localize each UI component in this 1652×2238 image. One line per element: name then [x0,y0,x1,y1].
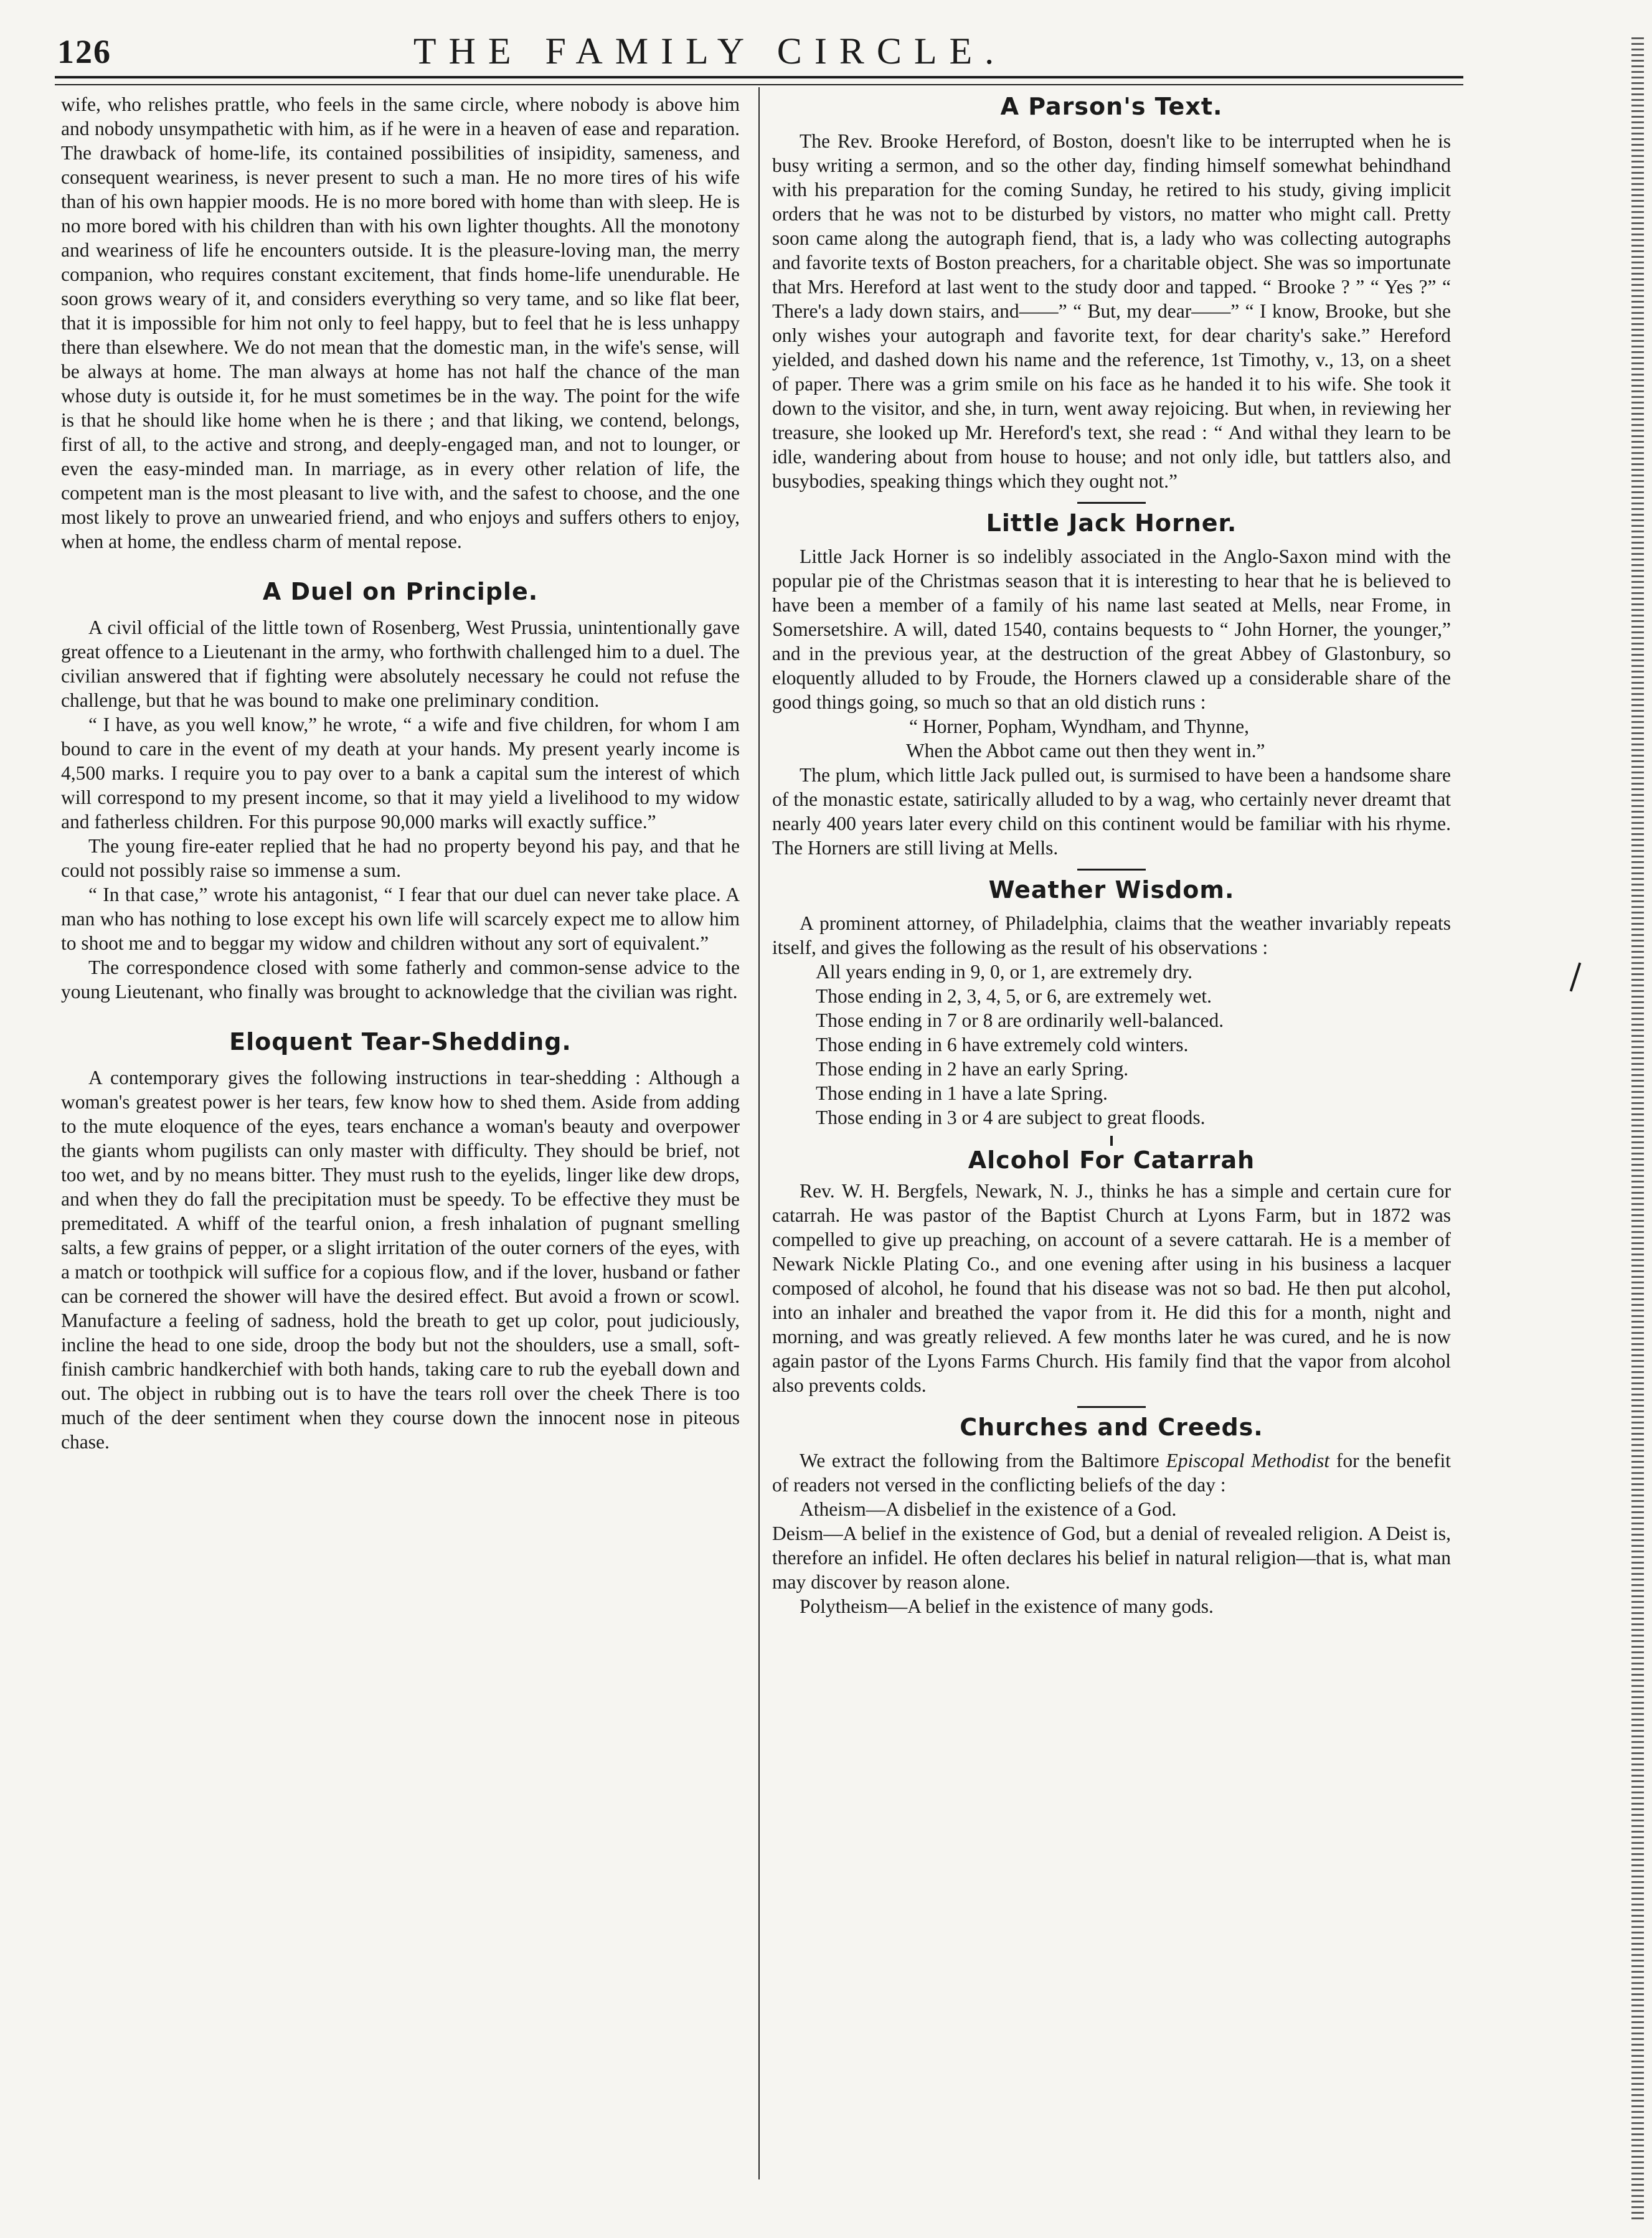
horner-paragraph: Little Jack Horner is so indelibly associated in the Anglo-Saxon mind with the popular pie of the Christmas season that it is interesting to hear that he is believed to have been a member of a family of his name last seated at Mells, near Frome, in Somersetshire. A will, dated 1540, contains bequests to “ John Horner, the younger,” and in the previous year, at the destruction of the great Abbey of Glastonbury, so eloquently alluded to by Froude, the Horners clawed up a considerable share of the good things going, so much so that an old distich runs : [772,545,1451,713]
duel-paragraph: The young fire-eater replied that he had no property beyond his pay, and that he could not possibly raise so immense a sum. [61,835,740,881]
section-rule [1110,1136,1113,1146]
page-binding-edge [1631,37,1644,2223]
parson-paragraph: The Rev. Brooke Hereford, of Boston, doesn't like to be interrupted when he is busy writing a sermon, and so the other day, finding himself somewhat behindhand with his preparation for the coming Sunday, he retired to his study, giving implicit orders that he was not to be disturbed by vistors, no matter who might call. Pretty soon came along the autograph fiend, that is, a lady who was collecting autographs and favorite texts of Boston preachers, for a charitable object. She was so importunate that Mrs. Hereford at last went to the study door and tapped. “ Brooke ? ” “ Yes ?” “ There's a lady down stairs, and——” “ But, my dear——” “ I know, Brooke, but she only wishes your autograph and favorite text, for dear charity's sake.” Hereford yielded, and dashed down his name and the reference, 1st Timothy, v., 13, on a sheet of paper. There was a grim smile on his face as he handed it to his wife. She took it down to the visitor, and she, in turn, went away rejoicing. But when, in reviewing her treasure, she looked up Mr. Hereford's text, she read : “ And withal they learn to be idle, wandering about from house to house; and not only idle, but tattlers also, and busybodies, speaking things which they ought not.” [772,130,1451,492]
tears-paragraph: A contemporary gives the following instructions in tear-shedding : Although a woman's greatest power is her tears, few know how to shed them. Aside from adding to the mute eloquence of the eyes, tears enchance a woman's beauty and overpower the giants whom pugilists can only master with difficulty. They should be brief, not too wet, and by no means bitter. They must rush to the eyelids, linger like dew drops, and when they do fall the precipitation must be speedy. To be effective they must be premeditated. A whiff of the tearful onion, a fresh inhalation of pugnant smelling salts, a few grains of pepper, or a slight irritation of the outer corners of the eyes, with a match or toothpick will suffice for a copious flow, and if the lover, husband or father can be cornered the shower will have the desired effect. But avoid a frown or scowl. Manufacture a feeling of sadness, hold the breath to get up color, pout judiciously, incline the head to one side, droop the body but not the shoulders, use a small, soft-finish cambric handkerchief with both hands, taking care to rub the eyeball down and out. The object in rubbing out is to have the tears roll over the cheek There is too much of the deer sentiment when they course down the innocent nose in piteous chase. [61,1067,740,1453]
horner-verse-line: “ Horner, Popham, Wyndham, and Thynne, [909,715,1249,737]
duel-paragraph: The correspondence closed with some fatherly and common-sense advice to the young Lieutenant, who finally was brought to acknowledge that the civilian was right. [61,956,740,1003]
parson-heading: A Parson's Text. [1000,93,1223,120]
running-head: THE FAMILY CIRCLE. [413,31,1007,72]
horner-paragraph: The plum, which little Jack pulled out, is surmised to have been a handsome share of the monastic estate, satirically alluded to by a wag, who certainly never dreamt that nearly 400 years later every child on this continent would be familiar with his rhyme. The Horners are still living at Mells. [772,764,1451,859]
weather-line: Those ending in 7 or 8 are ordinarily well-balanced. [816,1009,1224,1031]
churches-intro-text: We extract the following from the Baltimore [800,1450,1166,1471]
weather-intro: A prominent attorney, of Philadelphia, claims that the weather invariably repeats itself, and gives the following as the result of his observations : [772,912,1451,958]
weather-line: Those ending in 2, 3, 4, 5, or 6, are extremely wet. [816,985,1212,1007]
churches-intro-text: for the benefit of readers not versed in the conflicting beliefs of the day : [772,1450,1451,1496]
alcohol-paragraph: Rev. W. H. Bergfels, Newark, N. J., thinks he has a simple and certain cure for catarrah. He was pastor of the Baptist Church at Lyons Farm, but in 1872 was compelled to give up preaching, on account of a severe cattarah. He is a member of Newark Nickle Plating Co., and one evening after using in his business a lacquer composed of alcohol, he found that his disease was not so bad. He then put alcohol, into an inhaler and breathed the vapor from it. He did this for a month, night and morning, and was greatly relieved. A few months later he was cured, and he is now again pastor of the Lyons Farms Church. His family find that the vapor from alcohol also prevents colds. [772,1180,1451,1396]
duel-paragraph: “ I have, as you well know,” he wrote, “ a wife and five children, for whom I am bound to care in the event of my death at your hands. My present yearly income is 4,500 marks. I require you to pay over to a bank a capital sum the interest of which will correspond to my present income, so that it may yield a livelihood to my widow and fatherless children. For this purpose 90,000 marks will exactly suffice.” [61,714,740,833]
horner-verse-line: When the Abbot came out then they went in.” [906,740,1265,762]
tears-heading: Eloquent Tear-Shedding. [229,1028,572,1055]
churches-heading: Churches and Creeds. [960,1414,1263,1441]
weather-line: Those ending in 6 have extremely cold winters. [816,1034,1189,1055]
weather-line: Those ending in 1 have a late Spring. [816,1082,1108,1104]
horner-heading: Little Jack Horner. [986,509,1237,537]
section-rule [1077,1406,1146,1408]
section-rule [1077,502,1146,504]
header-rule [55,76,1463,85]
duel-paragraph: “ In that case,” wrote his antagonist, “ I fear that our duel can never take place. A man who has nothing to lose except his own life will scarcely expect me to allow him to shoot me and to beggar my widow and children without any sort of equivalent.” [61,884,740,954]
page-number: 126 [57,33,111,70]
creed-definition: Deism—A belief in the existence of God, but a denial of revealed religion. A Deist is, therefore an infidel. He often declares his belief in natural religion—that is, what man may discover by reason alone. [772,1523,1451,1593]
left-column [61,92,740,1454]
churches-intro [772,1448,1451,1497]
weather-line: Those ending in 3 or 4 are subject to great floods. [816,1107,1206,1128]
column-divider [758,87,760,2179]
weather-heading: Weather Wisdom. [988,876,1235,904]
duel-paragraph: A civil official of the little town of Rosenberg, West Prussia, unintentionally gave great offence to a Lieutenant in the army, who forthwith challenged him to a duel. The civilian answered that if fighting were absolutely necessary he could not refuse the challenge, but that he was bound to make one preliminary condition. [61,616,740,711]
newspaper-title: Episcopal Methodist [1166,1450,1330,1471]
stray-pen-mark [1570,963,1582,992]
alcohol-heading: Alcohol For Catarrah [968,1146,1255,1174]
section-rule [1077,869,1146,871]
creed-definition: Atheism—A disbelief in the existence of a God. [800,1498,1177,1520]
weather-line: Those ending in 2 have an early Spring. [816,1058,1129,1080]
duel-heading: A Duel on Principle. [262,578,539,605]
right-column [772,92,1451,1618]
intro-paragraph: wife, who relishes prattle, who feels in the same circle, where nobody is above him and nobody unsympathetic with him, as if he were in a heaven of ease and reparation. The drawback of home-life, its contained possibilities of insipidity, sameness, and consequent weariness, is never present to such a man. He no more tires of his wife than of his own happier moods. He is no more bored with home than with sleep. He is no more bored with his children than with his own lighter thoughts. All the monotony and weariness of life he encounters outside. It is the pleasure-loving man, the merry companion, who requires constant excitement, that finds home-life unendurable. He soon grows weary of it, and considers everything so very tame, and so like flat beer, that it is impossible for him not only to feel happy, but to feel that he is less unhappy there than elsewhere. We do not mean that the domestic man, in the wife's sense, will be always at home. The man always at home has not half the chance of the man whose duty is outside it, for he must sometimes be in the way. The point for the wife is that he should like home when he is there ; and that liking, we contend, belongs, first of all, to the active and strong, and deeply-engaged man, and not to lounger, or even the easy-minded man. In marriage, as in every other relation of life, the competent man is the most pleasant to live with, and the safest to choose, and the one most likely to prove an unwearied friend, and who enjoys and suffers others to enjoy, when at home, the endless charm of mental repose. [61,93,740,552]
creed-definition: Polytheism—A belief in the existence of many gods. [800,1595,1214,1617]
weather-line: All years ending in 9, 0, or 1, are extremely dry. [816,961,1193,983]
